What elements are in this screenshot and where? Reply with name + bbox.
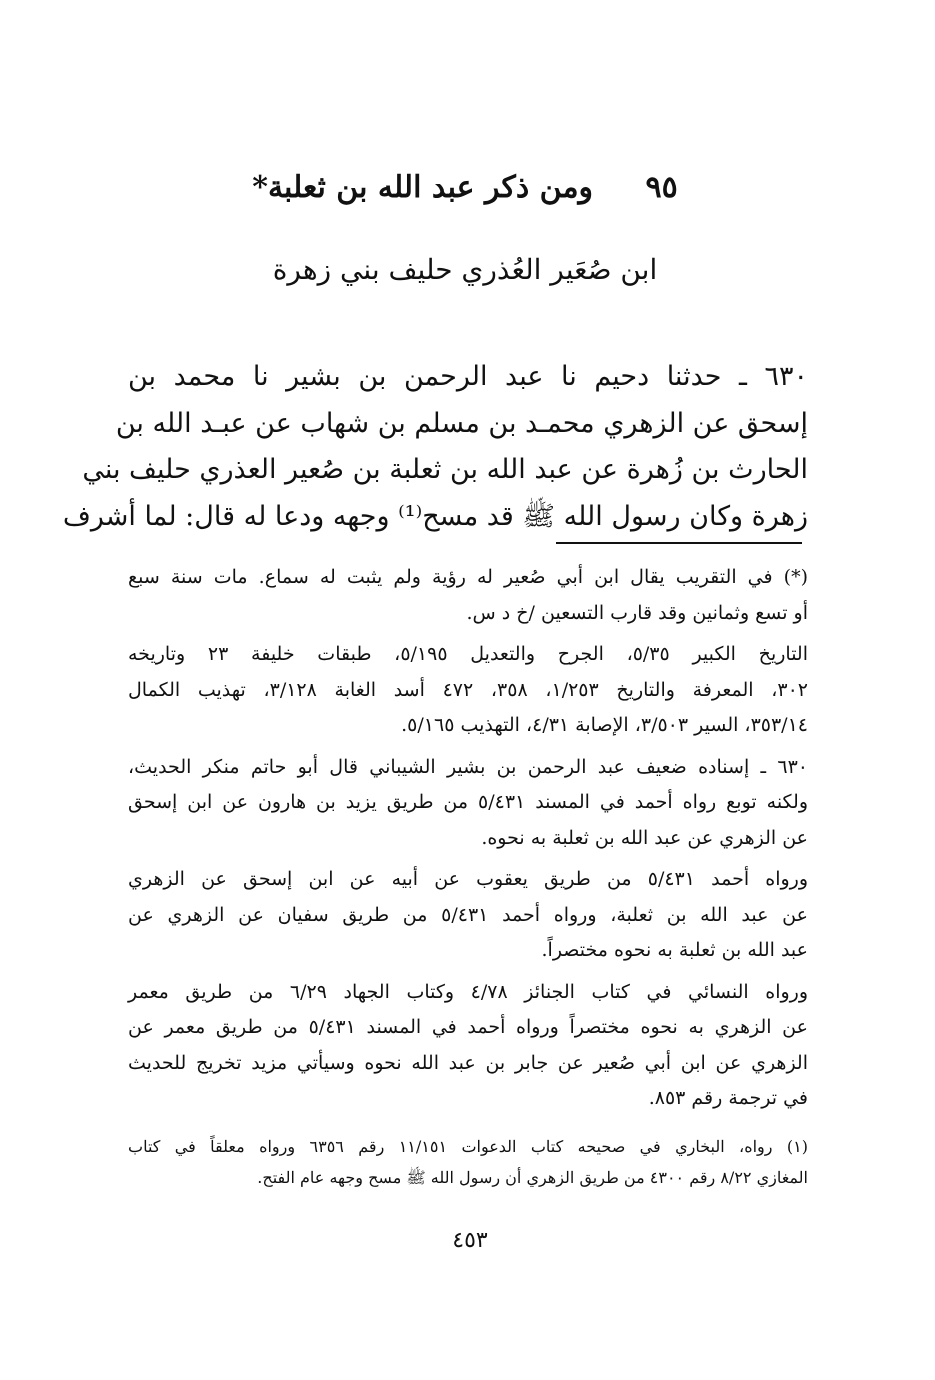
hadith-line: ٦٣٠ ـ حدثنا دحيم نا عبد الرحمن بن بشير نا محمد بن xyxy=(128,361,808,392)
note-line: ٣٥٣/١٤، السير ٣/٥٠٣، الإصابة ٤/٣١، التهذيب ٥/١٦٥. xyxy=(401,714,808,736)
footnote-line: المغازي ٨/٢٢ رقم ٤٣٠٠ من طريق الزهري أن رسول الله ﷺ مسح وجهه عام الفتح. xyxy=(257,1168,808,1187)
footnote xyxy=(128,1131,808,1193)
isnad-note-2 xyxy=(128,862,808,969)
isnad-note-1 xyxy=(128,750,808,857)
chapter-heading xyxy=(120,166,810,210)
chapter-title: ومن ذكر عبد الله بن ثعلبة* xyxy=(252,170,594,205)
note-line: التاريخ الكبير ٥/٣٥، الجرح والتعديل ٥/١٩٥، طبقات خليفة ٢٣ وتاريخه xyxy=(128,643,808,665)
note-line: الزهري عن ابن أبي صُعير عن جابر بن عبد الله نحوه وسيأتي مزيد تخريج للحديث xyxy=(128,1051,808,1074)
chapter-number: ٩٥ xyxy=(645,170,678,205)
note-line: عن الزهري به نحوه مختصراً ورواه أحمد في المسند ٥/٤٣١ من طريق معمر عن xyxy=(128,1016,808,1038)
hadith-line: إسحق عن الزهري محمـد بن مسلم بن شهاب عن عبـد الله بن xyxy=(115,407,808,439)
note-line: ٣٠٢، المعرفة والتاريخ ١/٢٥٣، ٣٥٨، ٤٧٢ أسد الغابة ٣/١٢٨، تهذيب الكمال xyxy=(128,678,808,701)
note-line: عن الزهري عن عبد الله بن ثعلبة به نحوه. xyxy=(481,826,808,849)
note-line: ورواه النسائي في كتاب الجنائز ٤/٧٨ وكتاب الجهاد ٦/٢٩ من طريق معمر xyxy=(128,980,808,1003)
hadith-text xyxy=(62,354,808,540)
note-line: عبد الله بن ثعلبة به نحوه مختصراً. xyxy=(541,939,808,961)
sources-note xyxy=(128,637,808,744)
footnote-divider xyxy=(556,542,802,544)
note-line: أو تسع وثمانين وقد قارب التسعين /خ د س. xyxy=(466,601,808,624)
note-line: (*) في التقريب يقال ابن أبي صُعير له رؤية ولم يثبت له سماع. مات سنة سبع xyxy=(128,566,808,588)
biography-note xyxy=(128,560,808,631)
note-line: ولكنه توبع رواه أحمد في المسند ٥/٤٣١ من طريق يزيد بن هارون عن ابن إسحق xyxy=(128,791,809,813)
page-number: ٤٥٣ xyxy=(452,1228,488,1253)
hadith-line: الحارث بن زُهرة عن عبد الله بن ثعلبة بن صُعير العذري حليف بني xyxy=(82,454,808,485)
note-line: ورواه أحمد ٥/٤٣١ من طريق يعقوب عن أبيه عن ابن إسحق عن الزهري xyxy=(128,868,808,890)
footnote-line: (١) رواه، البخاري في صحيحه كتاب الدعوات ١١/١٥١ رقم ٦٣٥٦ ورواه معلقاً في كتاب xyxy=(128,1137,808,1156)
chapter-subtitle: ابن صُعَير العُذري حليف بني زهرة xyxy=(272,253,658,286)
notes-section xyxy=(128,560,808,1123)
hadith-line: زهرة وكان رسول الله ﷺ قد مسح⁽¹⁾ وجهه ودعا له قال: لما أشرف xyxy=(62,500,808,532)
isnad-note-3 xyxy=(128,975,808,1117)
note-line: في ترجمة رقم ٨٥٣. xyxy=(648,1087,808,1109)
note-line: ٦٣٠ ـ إسناده ضعيف عبد الرحمن بن بشير الشيباني قال أبو حاتم منكر الحديث، xyxy=(128,755,808,778)
note-line: عن عبد الله بن ثعلبة، ورواه أحمد ٥/٤٣١ من طريق سفيان عن الزهري عن xyxy=(128,903,808,926)
